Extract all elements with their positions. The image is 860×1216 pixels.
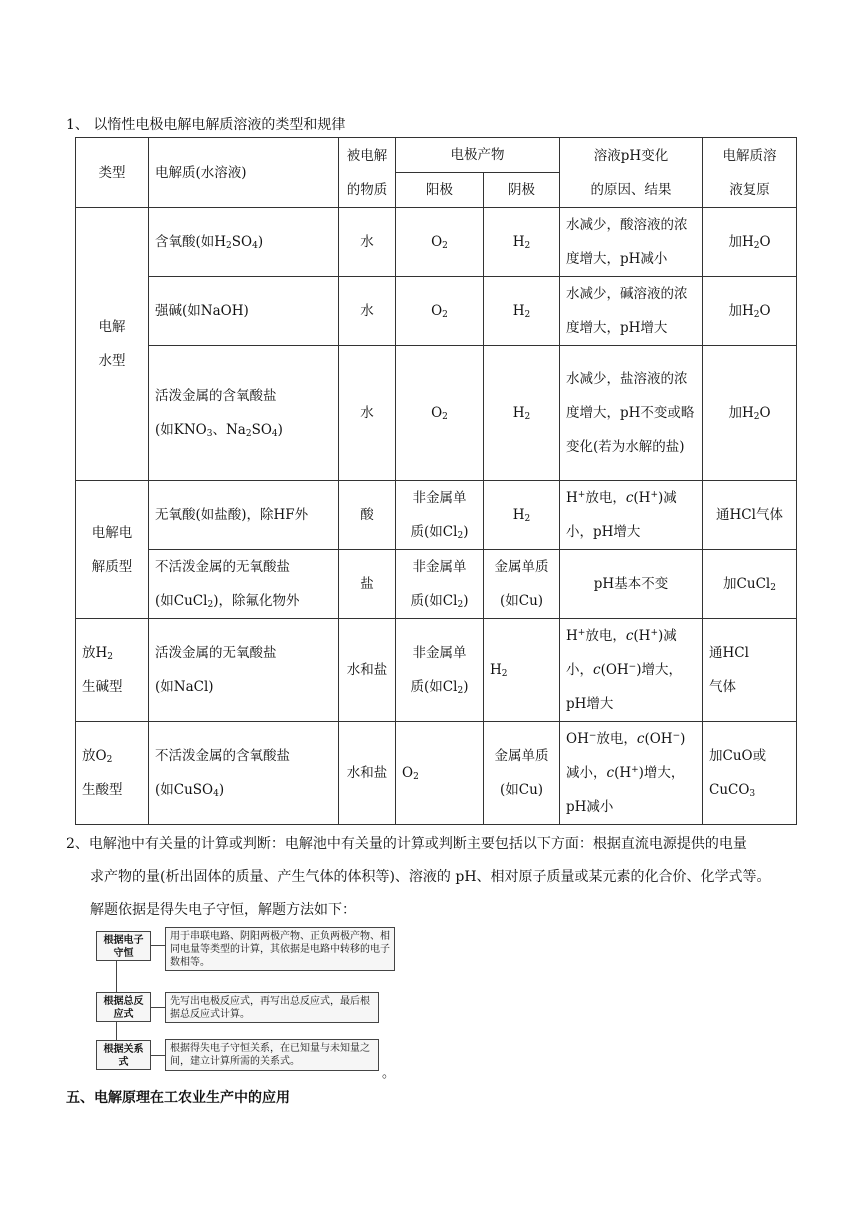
flow-key-equation: 根据总反应式	[96, 992, 151, 1022]
table-row	[76, 619, 797, 722]
table-row	[76, 550, 797, 619]
table-row	[76, 277, 797, 346]
cell-cathode: $H_2$	[484, 619, 560, 722]
cell-electrolyte: 不活泼金属的无氧酸盐 (如CuCl$_2$)，除氟化物外	[149, 550, 339, 619]
cell-anode: $O_2$	[396, 346, 484, 481]
cell-restore: 加$H_2O$	[703, 346, 797, 481]
cell-ph: 水减少，碱溶液的浓度增大，pH增大	[560, 277, 703, 346]
cell-anode: 非金属单 质(如$Cl_2$)	[396, 619, 484, 722]
group-solute: 电解电 解质型	[76, 481, 149, 619]
cell-electrolyte: 不活泼金属的含氧酸盐 (如CuSO$_4$)	[149, 722, 339, 825]
cell-cathode: 金属单质 (如Cu)	[484, 722, 560, 825]
flow-key-electron: 根据电子守恒	[96, 931, 151, 961]
cell-anode: $O_2$	[396, 722, 484, 825]
cell-cathode: $H_2$	[484, 481, 560, 550]
flow-connector	[151, 945, 165, 946]
cell-ph: H+放电，c(H+)减小，c(OH−)增大，pH增大	[560, 619, 703, 722]
cell-restore: 通HCl 气体	[703, 619, 797, 722]
cell-cathode: $H_2$	[484, 208, 560, 277]
paragraph-line-3: 解题依据是得失电子守恒，解题方法如下：	[90, 902, 356, 918]
group-water: 电解 水型	[76, 208, 149, 481]
cell-substance: 水	[339, 277, 396, 346]
flow-desc-relation: 根据得失电子守恒关系，在已知量与未知量之间，建立计算所需的关系式。	[165, 1039, 379, 1071]
cell-electrolyte: 含氧酸(如$H_2SO_4$)	[149, 208, 339, 277]
cell-restore: 加$H_2O$	[703, 277, 797, 346]
cell-ph: OH−放电，c(OH−)减小，c(H+)增大，pH减小	[560, 722, 703, 825]
cell-electrolyte: 活泼金属的无氧酸盐 (如NaCl)	[149, 619, 339, 722]
table-row	[76, 722, 797, 825]
paragraph-calculation	[66, 828, 826, 927]
header-restore: 电解质溶 液复原	[703, 138, 797, 208]
header-type: 类型	[76, 138, 149, 208]
section-heading-5: 五、电解原理在工农业生产中的应用	[66, 1090, 290, 1106]
cell-electrolyte: 活泼金属的含氧酸盐 (如$KNO_3$、$Na_2SO_4$)	[149, 346, 339, 481]
flow-key-relation: 根据关系式	[96, 1040, 151, 1070]
header-electrolyzed: 被电解 的物质	[339, 138, 396, 208]
table-header-row	[76, 138, 797, 173]
flow-connector	[151, 1055, 165, 1056]
cell-substance: 水	[339, 346, 396, 481]
table-row	[76, 346, 797, 481]
cell-substance: 水和盐	[339, 619, 396, 722]
group-h2: 放$H_2$ 生碱型	[76, 619, 149, 722]
cell-restore: 通HCl气体	[703, 481, 797, 550]
cell-cathode: 金属单质 (如Cu)	[484, 550, 560, 619]
header-ph: 溶液pH变化 的原因、结果	[560, 138, 703, 208]
flow-connector	[151, 1007, 165, 1008]
cell-anode: 非金属单 质(如$Cl_2$)	[396, 550, 484, 619]
flowchart-period: 。	[382, 1066, 396, 1081]
table-row	[76, 481, 797, 550]
cell-ph: 水减少，酸溶液的浓度增大，pH减小	[560, 208, 703, 277]
group-o2: 放$O_2$ 生酸型	[76, 722, 149, 825]
method-flowchart	[96, 925, 396, 1075]
cell-restore: 加$H_2O$	[703, 208, 797, 277]
section-heading-1: 1、 以惰性电极电解电解质溶液的类型和规律	[66, 117, 346, 133]
cell-substance: 水	[339, 208, 396, 277]
flow-desc-electron: 用于串联电路、阴阳两极产物、正负两极产物、相同电量等类型的计算，其依据是电路中转移的电子数相等。	[165, 927, 395, 971]
cell-restore: 加CuO或 CuCO$_3$	[703, 722, 797, 825]
cell-anode: $O_2$	[396, 277, 484, 346]
paragraph-line-1: 2、电解池中有关量的计算或判断：电解池中有关量的计算或判断主要包括以下方面：根据直流电源提供的电量	[66, 836, 747, 852]
header-electrolyte: 电解质(水溶液)	[149, 138, 339, 208]
cell-anode: $O_2$	[396, 208, 484, 277]
cell-cathode: $H_2$	[484, 277, 560, 346]
flow-desc-equation: 先写出电极反应式，再写出总反应式，最后根据总反应式计算。	[165, 992, 379, 1023]
cell-ph: 水减少，盐溶液的浓度增大，pH不变或略变化(若为水解的盐)	[560, 346, 703, 481]
table-row	[76, 208, 797, 277]
cell-restore: 加CuCl$_2$	[703, 550, 797, 619]
header-cathode: 阴极	[484, 173, 560, 208]
header-anode: 阳极	[396, 173, 484, 208]
cell-electrolyte: 无氧酸(如盐酸)，除HF外	[149, 481, 339, 550]
cell-substance: 酸	[339, 481, 396, 550]
cell-substance: 盐	[339, 550, 396, 619]
paragraph-line-2: 求产物的量(析出固体的质量、产生气体的体积等)、溶液的 pH、相对原子质量或某元素的化合价、化学式等。	[90, 869, 771, 885]
header-products: 电极产物	[396, 138, 560, 173]
cell-electrolyte: 强碱(如NaOH)	[149, 277, 339, 346]
cell-ph: H+放电，c(H+)减小，pH增大	[560, 481, 703, 550]
cell-ph: pH基本不变	[560, 550, 703, 619]
cell-substance: 水和盐	[339, 722, 396, 825]
cell-anode: 非金属单 质(如$Cl_2$)	[396, 481, 484, 550]
electrolysis-table	[75, 137, 797, 825]
cell-cathode: $H_2$	[484, 346, 560, 481]
